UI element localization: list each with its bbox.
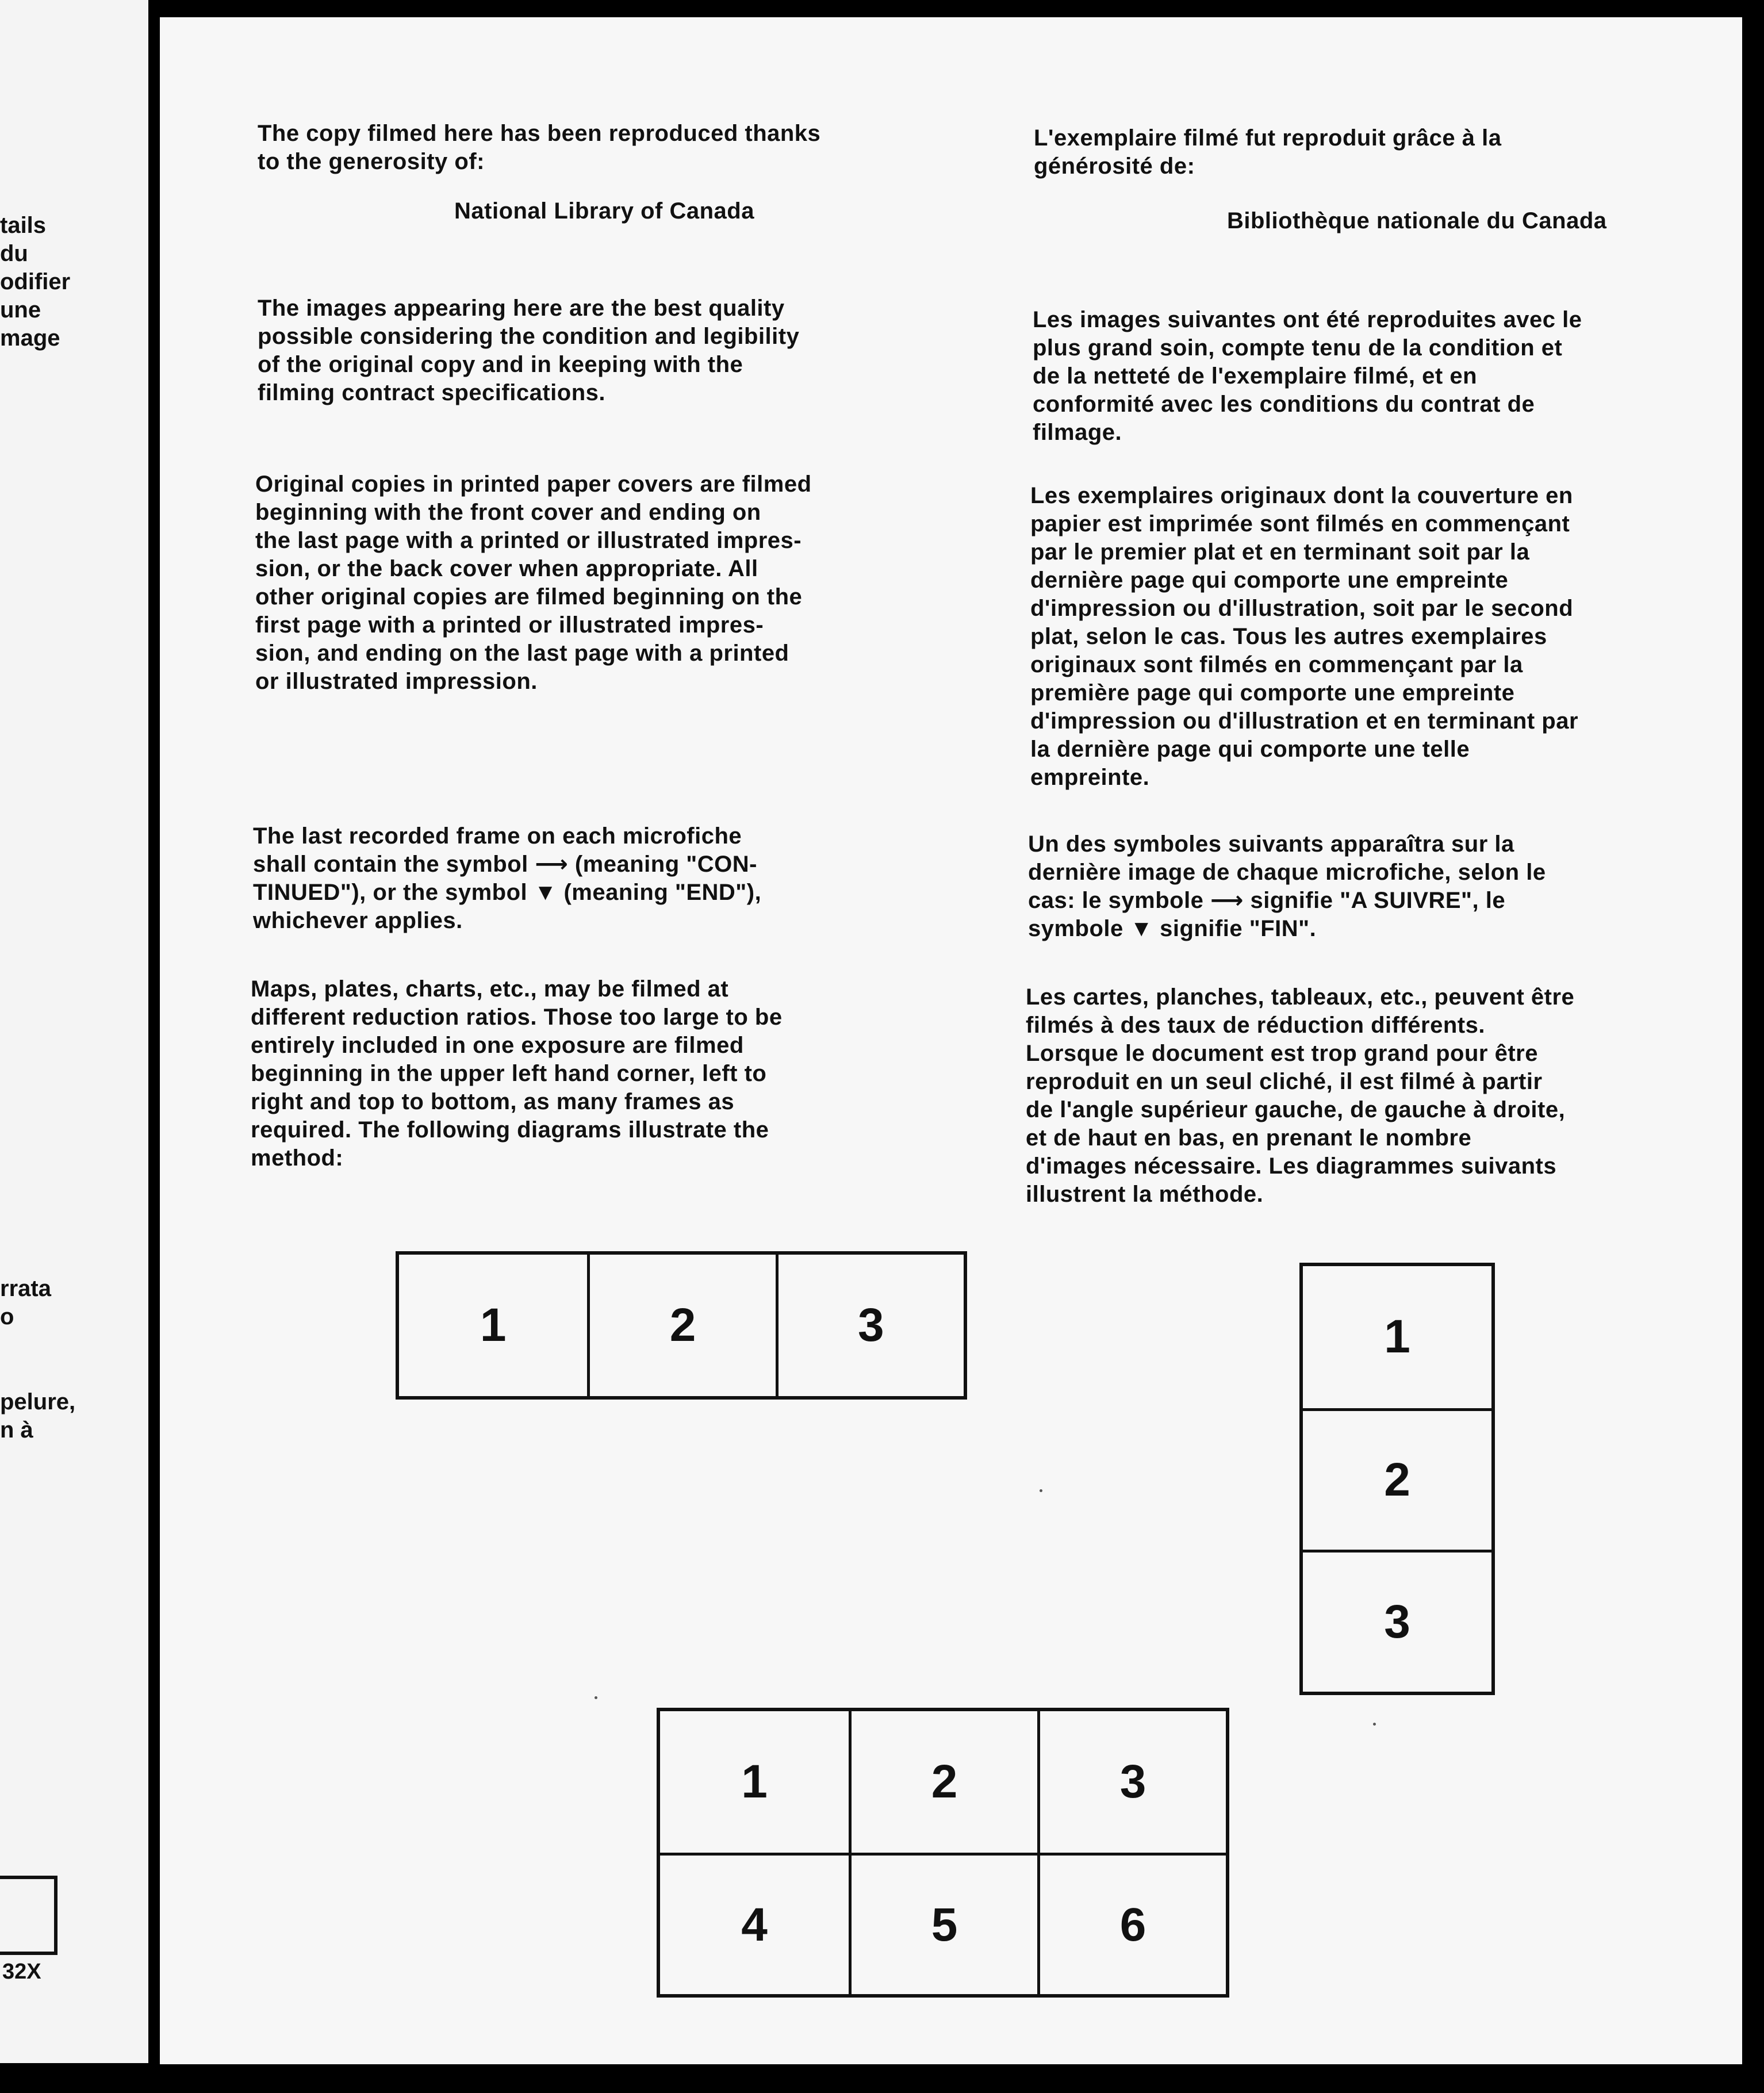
en-credit-intro: The copy filmed here has been reproduced thanks to the generosity of: — [258, 121, 821, 174]
left-fragment-top: tails du odifier une mage — [0, 213, 71, 351]
diagram-horizontal — [396, 1251, 967, 1400]
film-speck — [1040, 1489, 1042, 1492]
frame-cell: 5 — [849, 1853, 1037, 1994]
left-fragment-lower: pelure, n à — [0, 1389, 76, 1443]
main-page — [160, 17, 1742, 2064]
frame-cell: 1 — [480, 1299, 507, 1351]
frame-cell: 6 — [1037, 1853, 1226, 1994]
diagram-grid — [657, 1708, 1229, 1998]
frame-cell: 1 — [1384, 1310, 1410, 1363]
fr-filming-order: Les exemplaires originaux dont la couverture en papier est imprimée sont filmés en commençant par le premier plat et en terminant soit par la dernière page qui comporte une empreinte d'impression ou d'illustration, soit par le second plat, selon le cas. Tous les autres exemplaires originaux sont filmés en commençant par la première page qui comporte une empreinte d'impression ou d'illustration et en terminant par la dernière page qui comporte une telle empreinte. — [1030, 483, 1579, 790]
en-quality-note: The images appearing here are the best quality possible considering the condition and legibility of the original copy and in keeping with the filming contract specifications. — [258, 296, 800, 405]
left-fragment-middle: rrata o — [0, 1276, 51, 1329]
film-speck — [1373, 1723, 1376, 1726]
en-maps-note: Maps, plates, charts, etc., may be filmed at different reduction ratios. Those too large to be entirely included in one exposure are filmed beginning in the upper left hand corner, left to right and top to bottom, as many frames as required. The following diagrams illustrate the method: — [251, 976, 783, 1171]
fr-symbols-note: Un des symboles suivants apparaîtra sur la dernière image de chaque microfiche, selon le cas: le symbole ⟶ signifie "A SUIVRE", le symbole ▼ signifie "FIN". — [1028, 831, 1546, 941]
en-filming-order: Original copies in printed paper covers are filmed beginning with the front cover and ending on the last page with a printed or illustrated impres- sion, or the back cover when appropriate. All other original copies are filmed beginning on the first page with a printed or illustrated impres- sion, and ending on the last page with a printed or illustrated impression. — [255, 471, 812, 694]
en-symbols-note: The last recorded frame on each microfiche shall contain the symbol ⟶ (meaning "CON- TINUED"), or the symbol ▼ (meaning "END"), whichever applies. — [253, 823, 762, 933]
frame-cell: 3 — [776, 1255, 964, 1396]
reduction-label: 32X — [2, 1960, 41, 1984]
diagram-vertical — [1299, 1263, 1495, 1695]
film-speck — [595, 1696, 597, 1699]
frame-cell: 2 — [1303, 1408, 1491, 1550]
fr-institution: Bibliothèque nationale du Canada — [1227, 208, 1607, 233]
frame-cell: 4 — [660, 1853, 849, 1994]
en-institution: National Library of Canada — [454, 198, 754, 224]
frame-cell: 2 — [849, 1711, 1037, 1853]
fr-credit-intro: L'exemplaire filmé fut reproduit grâce à la générosité de: — [1034, 125, 1502, 179]
fr-maps-note: Les cartes, planches, tableaux, etc., peuvent être filmés à des taux de réduction différents. Lorsque le document est trop grand pour être reproduit en un seul cliché, il est filmé à partir de l'angle supérieur gauche, de gauche à droite, et de haut en bas, en prenant le nombre d'images nécessaire. Les diagrammes suivants illustrent la méthode. — [1026, 984, 1575, 1207]
frame-cell: 3 — [1037, 1711, 1226, 1853]
frame-cell: 2 — [587, 1255, 775, 1396]
fr-quality-note: Les images suivantes ont été reproduites avec le plus grand soin, compte tenu de la condition et de la netteté de l'exemplaire filmé, et en conformité avec les conditions du contrat de filmage. — [1033, 307, 1582, 445]
left-page-edge — [0, 0, 148, 2063]
reduction-scale-box — [0, 1876, 57, 1955]
frame-cell: 3 — [1303, 1550, 1491, 1692]
frame-cell: 1 — [741, 1755, 768, 1808]
